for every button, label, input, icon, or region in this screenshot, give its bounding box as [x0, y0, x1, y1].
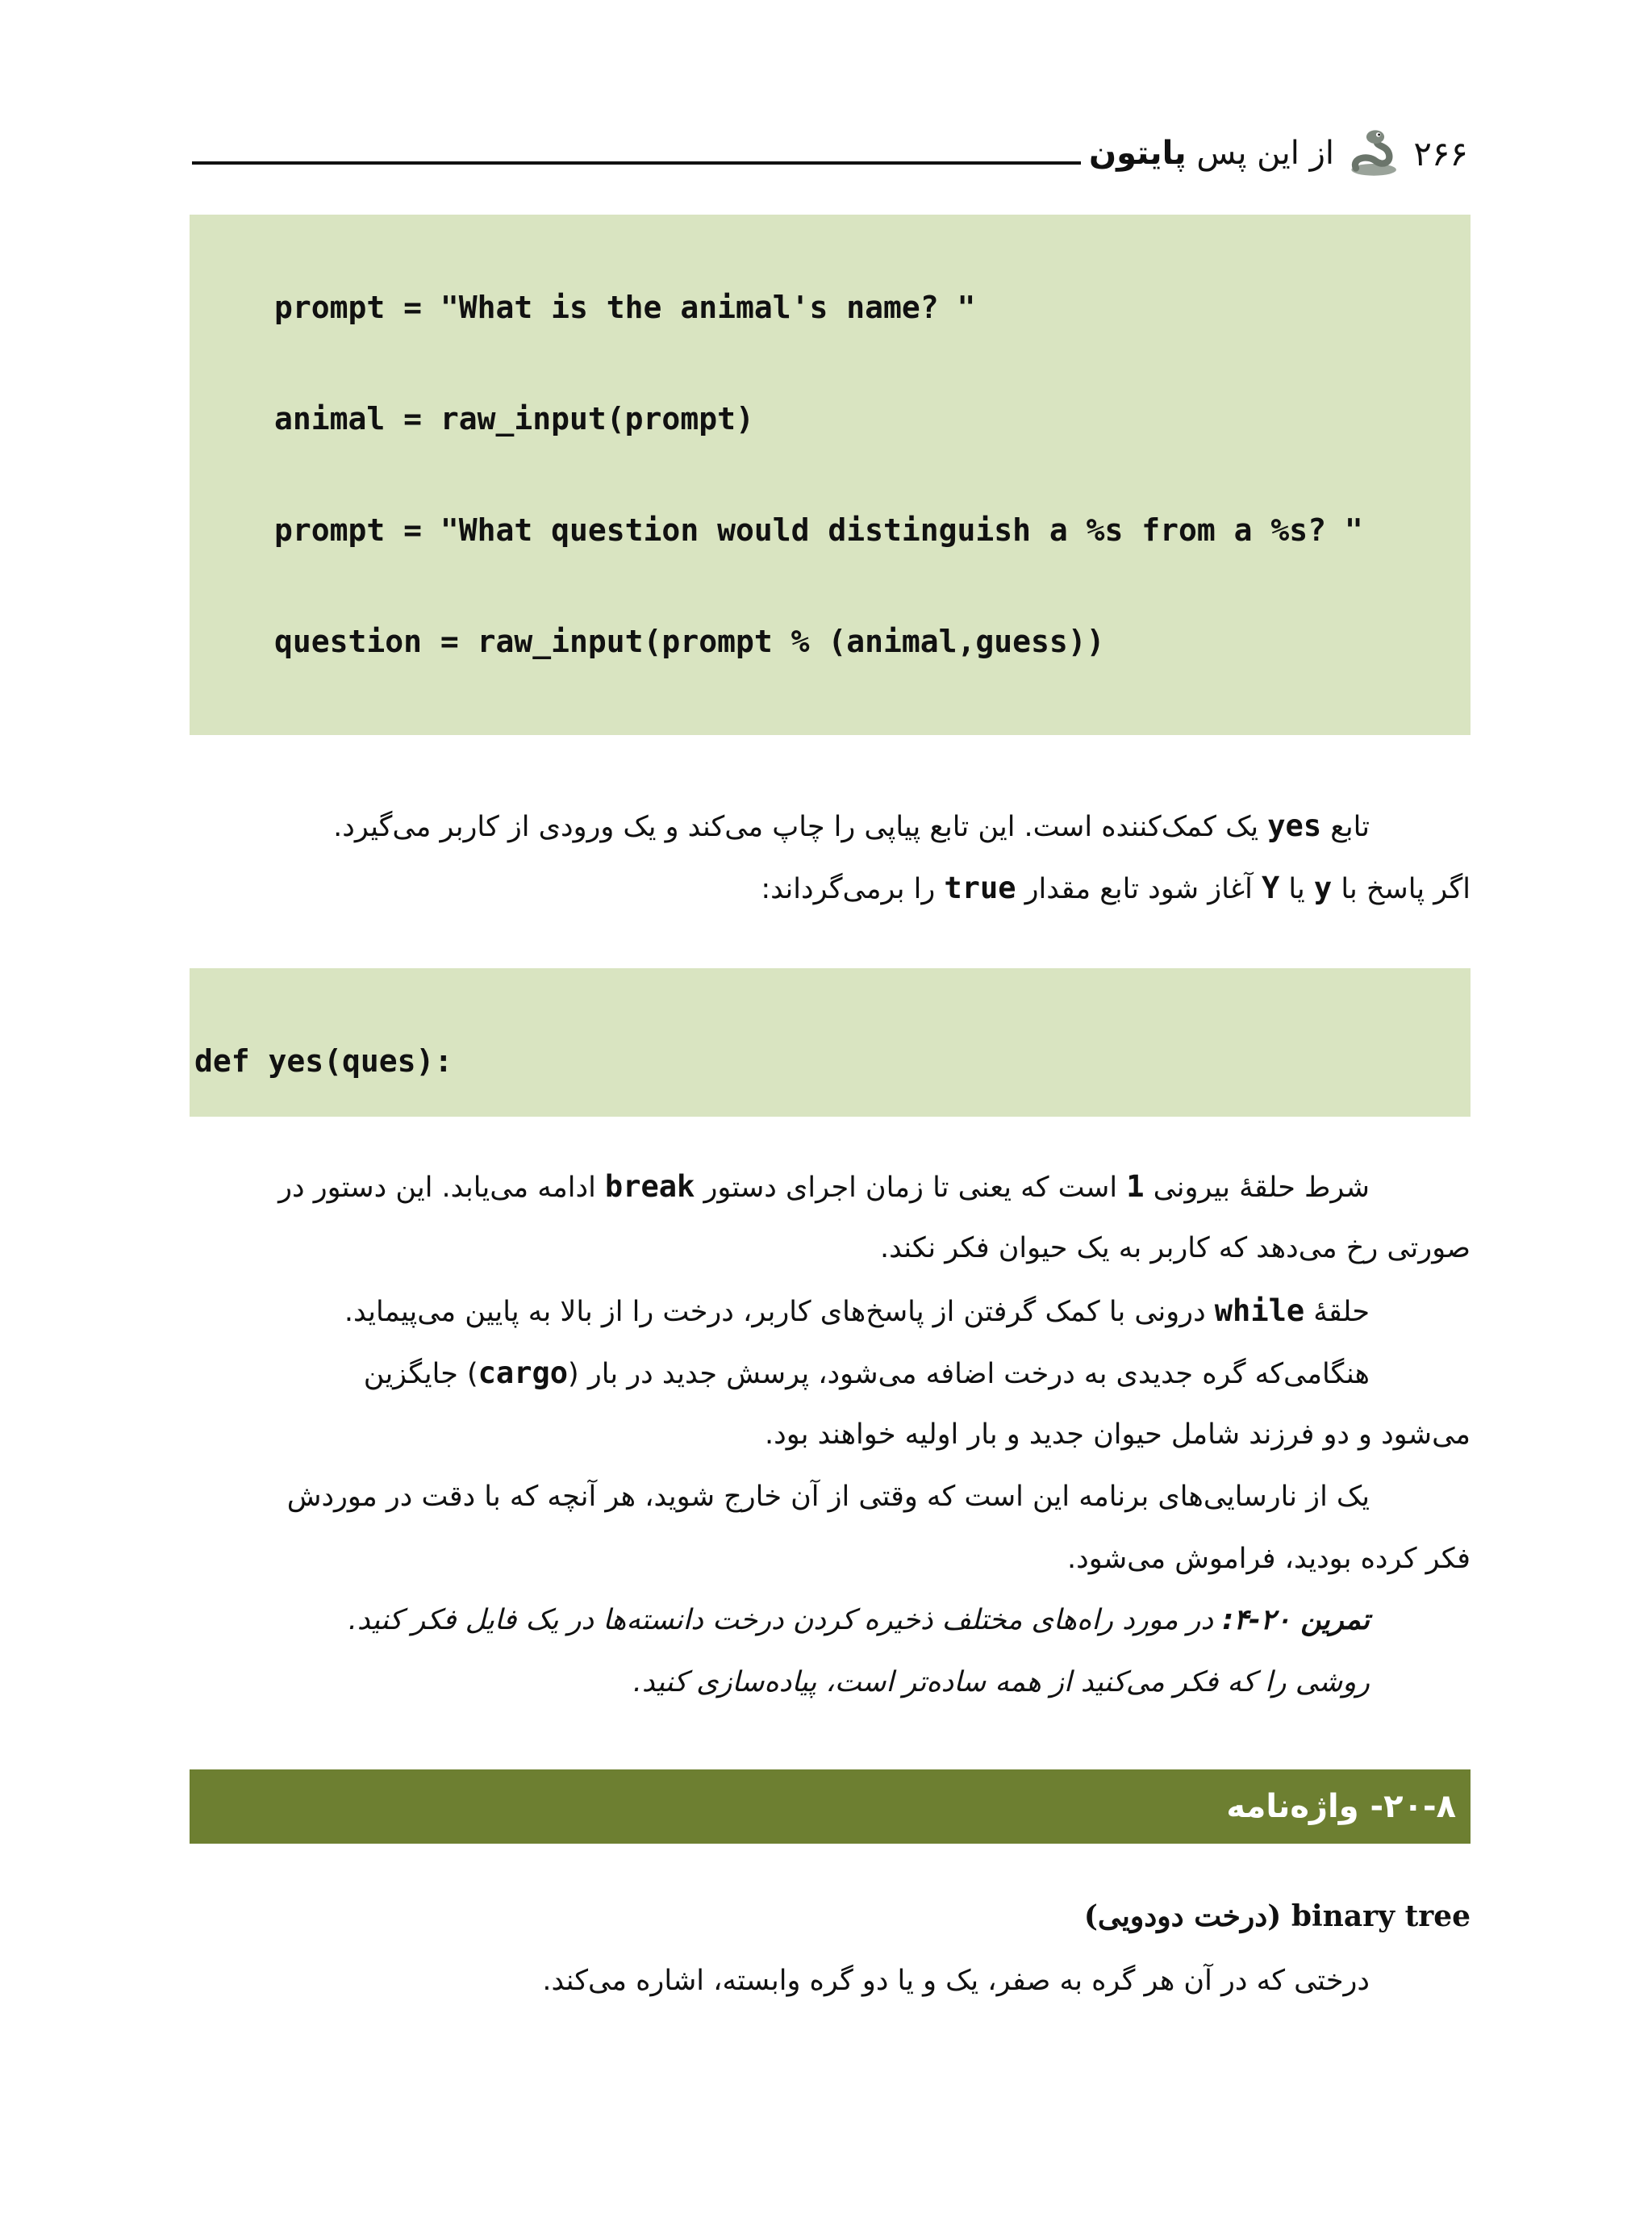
text-run: یک کمک‌کننده است. این تابع پیاپی را چاپ می‌کند و یک ورودی از کاربر می‌گیرد.: [333, 811, 1268, 843]
inline-code: 1: [1126, 1169, 1145, 1204]
text-line: روشی را که فکر می‌کنید از همه ساده‌تر است، پیاده‌سازی کنید.: [632, 1666, 1370, 1698]
inline-code: cargo: [478, 1356, 569, 1390]
code-line: [274, 734, 1471, 735]
glossary-term-english: binary tree: [1291, 1899, 1471, 1933]
code-line: prompt = "What is the animal's name? ": [274, 290, 976, 325]
text-run: هنگامی‌که گره جدیدی به درخت اضافه می‌شود، پرسش جدید در بار (: [568, 1358, 1370, 1390]
text-line: فکر کرده بودید، فراموش می‌شود.: [1067, 1543, 1471, 1575]
exercise-label: تمرین ۲۰-۴:: [1222, 1604, 1370, 1636]
text-line: صورتی رخ می‌دهد که کاربر به یک حیوان فکر نکند.: [879, 1232, 1471, 1264]
exercise-block: [194, 1590, 1471, 1714]
code-line: prompt = "What question would distinguish a %s from a %s? ": [274, 512, 1363, 548]
text-run: یا: [1279, 873, 1314, 905]
paragraph-loop-explanation: [194, 1155, 1471, 1590]
page-number: ۲۶۶: [1413, 133, 1468, 173]
header-rule: [192, 161, 1081, 165]
text-run: حلقهٔ: [1304, 1296, 1370, 1328]
text-run: ادامه می‌یابد. این دستور در: [278, 1172, 605, 1204]
text-run: آغاز شود تابع مقدار: [1016, 873, 1262, 905]
inline-code: break: [604, 1169, 695, 1204]
text-run: را برمی‌گرداند:: [761, 873, 945, 905]
inline-code: yes: [1267, 808, 1322, 843]
text-run: اگر پاسخ با: [1332, 873, 1471, 905]
book-title: [1089, 135, 1334, 172]
text-line: [194, 857, 1471, 919]
code-line: animal = raw_input(prompt): [274, 401, 754, 437]
section-heading-bar: [190, 1769, 1471, 1844]
code-block-tree-update: [190, 215, 1471, 735]
text-run: تابع: [1321, 811, 1370, 843]
glossary-entry: [194, 1884, 1471, 2013]
page-header: [1089, 121, 1468, 186]
inline-code: while: [1214, 1293, 1305, 1328]
text-run: است که یعنی تا زمان اجرای دستور: [695, 1172, 1127, 1204]
code-block-yes-function: [190, 968, 1471, 1117]
code-line: question = raw_input(prompt % (animal,guess)): [274, 624, 1105, 659]
glossary-term: [194, 1884, 1471, 1949]
text-line: یک از نارسایی‌های برنامه این است که وقتی از آن خارج شوید، هر آنچه که با دقت در موردش: [286, 1481, 1370, 1513]
inline-code: true: [944, 871, 1016, 905]
text-line: [194, 1280, 1471, 1342]
snake-icon: [1345, 123, 1402, 184]
text-line: [194, 1590, 1471, 1652]
text-line: [194, 795, 1471, 857]
book-title-bold: پایتون: [1089, 135, 1187, 172]
text-run: در مورد راه‌های مختلف ذخیره کردن درخت دانسته‌ها در یک فایل فکر کنید.: [348, 1604, 1223, 1636]
text-run: ) جایگزین: [363, 1358, 478, 1390]
text-run: درونی با کمک گرفتن از پاسخ‌های کاربر، درخت را از بالا به پایین می‌پیماید.: [344, 1296, 1215, 1328]
text-run: شرط حلقهٔ بیرونی: [1144, 1172, 1370, 1204]
book-title-prefix: از این پس: [1196, 135, 1335, 172]
paragraph-yes-function: [194, 795, 1471, 919]
text-line: [194, 1342, 1471, 1404]
inline-code: y: [1313, 871, 1333, 905]
text-line: [194, 1155, 1471, 1218]
glossary-term-persian: (درخت دودویی): [1083, 1899, 1291, 1933]
glossary-definition: درختی که در آن هر گره به صفر، یک و یا دو گره وابسته، اشاره می‌کند.: [542, 1965, 1370, 1997]
text-line: می‌شود و دو فرزند شامل حیوان جدید و بار اولیه خواهند بود.: [765, 1418, 1471, 1451]
section-title: ۲۰-۸- واژه‌نامه: [1226, 1788, 1456, 1825]
code-line: def yes(ques):: [194, 1043, 453, 1079]
inline-code: Y: [1261, 871, 1280, 905]
